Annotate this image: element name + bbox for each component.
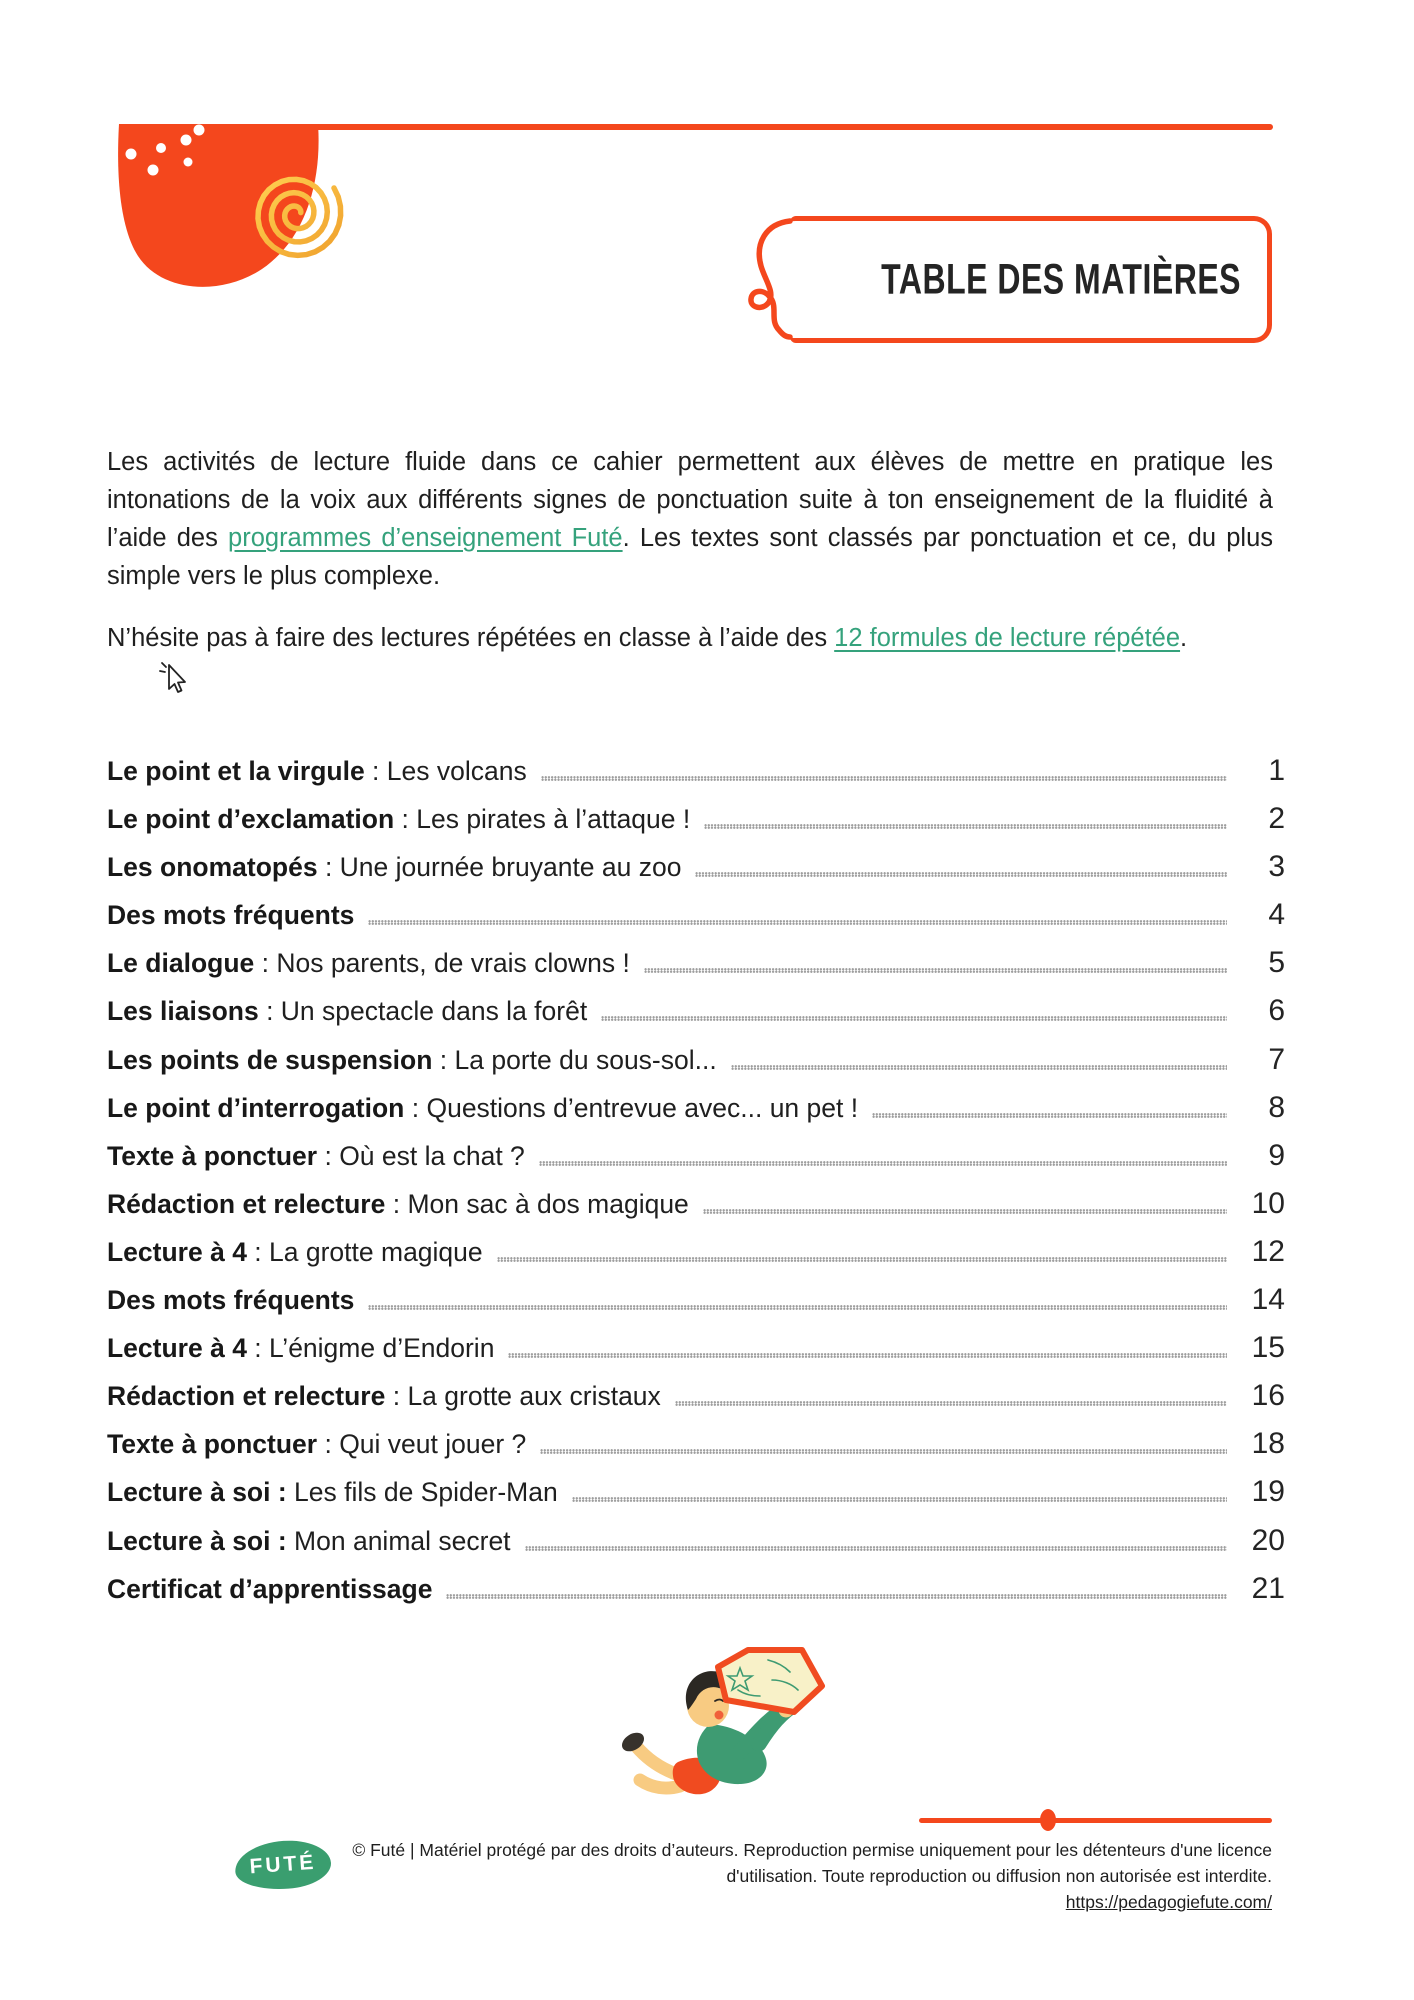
toc-entry-subtitle: La porte du sous-sol... — [454, 1044, 717, 1075]
dot-leader — [368, 920, 1227, 925]
toc-row — [107, 850, 1285, 901]
toc-entry-subtitle: Où est la chat ? — [339, 1140, 525, 1171]
fute-logo-text: FUTÉ — [248, 1850, 318, 1879]
toc-entry-page-number: 1 — [1268, 754, 1285, 787]
dot-leader — [541, 776, 1227, 781]
intro-block — [107, 443, 1273, 681]
boy-with-map-illustration — [618, 1646, 908, 1814]
toc-entry-title: Les onomatopés — [107, 852, 318, 883]
toc-entry-title: Des mots fréquents — [107, 900, 355, 931]
toc-entry-separator: : — [246, 1236, 270, 1267]
toc-entry-page-number: 6 — [1268, 994, 1285, 1028]
toc-entry-separator: : — [317, 852, 340, 883]
toc-entry-title: Lecture à soi : — [107, 1477, 287, 1508]
toc-row — [107, 1379, 1285, 1430]
toc-entry-title: Lecture à 4 — [107, 1333, 247, 1364]
toc-entry-subtitle: La grotte magique — [269, 1236, 483, 1267]
toc-row — [107, 1331, 1285, 1382]
intro-paragraph-1 — [107, 443, 1273, 595]
footer-divider-line — [919, 1818, 1272, 1823]
dot-leader — [731, 1065, 1227, 1070]
toc-entry-page-number: 8 — [1268, 1090, 1285, 1124]
dot-leader — [539, 1161, 1227, 1166]
toc-entry-page-number: 20 — [1251, 1523, 1285, 1557]
toc-row — [107, 1090, 1285, 1142]
toc-entry-page-number: 19 — [1251, 1475, 1285, 1509]
toc-entry-subtitle: Qui veut jouer ? — [339, 1429, 527, 1460]
toc-entry-separator: : — [385, 1381, 408, 1412]
toc-entry-page-number: 21 — [1251, 1571, 1285, 1605]
toc-row — [107, 994, 1285, 1045]
toc-entry-page-number: 7 — [1268, 1042, 1285, 1076]
toc-entry-title: Le point et la virgule — [107, 756, 365, 786]
toc-entry-subtitle: Les fils de Spider-Man — [294, 1477, 558, 1508]
toc-entry-title: Les liaisons — [107, 996, 259, 1027]
ribbon-loop-icon — [733, 210, 807, 350]
toc-entry-page-number: 4 — [1268, 898, 1285, 932]
toc-entry-subtitle: La grotte aux cristaux — [407, 1381, 661, 1412]
toc-row — [107, 754, 1285, 805]
spiral-icon — [246, 162, 346, 262]
toc-entry-separator: : — [246, 1333, 270, 1364]
toc-entry-page-number: 16 — [1251, 1379, 1285, 1413]
toc-row — [107, 1427, 1285, 1478]
toc-entry-subtitle: Les volcans — [386, 756, 527, 786]
intro-p2-text: N’hésite pas à faire des lectures répétées en classe à l’aide des — [107, 624, 835, 652]
toc-entry-separator — [287, 1478, 294, 1506]
toc-row — [107, 1186, 1285, 1238]
toc-entry-subtitle: Une journée bruyante au zoo — [339, 852, 682, 883]
dot-leader — [872, 1113, 1227, 1118]
intro-paragraph-2 — [107, 619, 1273, 657]
toc-row — [107, 1523, 1285, 1575]
toc-entry-title: Texte à ponctuer — [107, 1429, 318, 1460]
dot-leader — [695, 872, 1227, 877]
toc-entry-title: Certificat d’apprentissage — [107, 1573, 433, 1604]
toc-entry-separator — [287, 1527, 294, 1555]
page-title: TABLE DES MATIÈRES — [881, 255, 1241, 303]
intro-p2-text-end: . — [1180, 624, 1188, 652]
toc-entry-subtitle: Un spectacle dans la forêt — [280, 996, 588, 1027]
toc-row — [107, 1234, 1285, 1286]
toc-entry-separator: : — [254, 948, 277, 979]
toc-entry-title: Lecture à soi : — [107, 1525, 287, 1556]
dot-leader — [704, 824, 1227, 829]
toc-entry-page-number: 9 — [1268, 1138, 1285, 1172]
dot-leader — [368, 1305, 1227, 1310]
toc-entry-title: Le point d’exclamation — [107, 804, 395, 835]
footer-divider-dot — [1040, 1809, 1056, 1831]
toc-entry-subtitle: Les pirates à l’attaque ! — [416, 804, 691, 835]
toc-row — [107, 1283, 1285, 1334]
toc-row — [107, 802, 1285, 853]
toc-entry-page-number: 2 — [1268, 802, 1285, 836]
dot-leader — [525, 1546, 1227, 1551]
toc-entry-page-number: 5 — [1268, 946, 1285, 980]
toc-entry-page-number: 14 — [1251, 1283, 1285, 1317]
cursor-icon — [158, 658, 194, 696]
toc-entry-separator: : — [385, 1188, 408, 1219]
toc-entry-separator: : — [258, 996, 281, 1027]
toc-entry-title: Rédaction et relecture — [107, 1188, 386, 1219]
dot-leader — [508, 1353, 1227, 1358]
dot-leader — [446, 1594, 1227, 1599]
toc-entry-page-number: 10 — [1251, 1186, 1285, 1220]
toc-entry-subtitle: Mon sac à dos magique — [407, 1188, 689, 1219]
footer-line-1: © Futé | Matériel protégé par des droits d’auteurs. Reproduction permise uniquement pour les détenteurs d'une licence — [352, 1840, 1272, 1860]
toc-entry-page-number: 3 — [1268, 850, 1285, 884]
toc-entry-title: Le dialogue — [107, 948, 255, 979]
footer-copyright — [292, 1838, 1272, 1915]
intro-p1-text: Les activités de lecture fluide dans ce cahier permettent aux élèves de mettre en pratique les intonations de la voix aux différents signes de ponctuation suite à ton enseignement de la fluidité à l’aide des — [107, 448, 1273, 552]
toc-entry-subtitle: Questions d’entrevue avec... un pet ! — [426, 1092, 859, 1123]
toc-entry-page-number: 15 — [1251, 1331, 1285, 1365]
page-title-frame — [790, 216, 1272, 343]
toc-row — [107, 1571, 1285, 1623]
dot-leader — [497, 1257, 1227, 1262]
toc-entry-separator: : — [317, 1429, 340, 1460]
toc-entry-title: Le point d’interrogation — [107, 1092, 405, 1123]
toc-list — [107, 754, 1285, 1623]
toc-entry-subtitle: Nos parents, de vrais clowns ! — [276, 948, 630, 979]
dot-leader — [540, 1449, 1227, 1454]
toc-entry-title: Rédaction et relecture — [107, 1381, 386, 1412]
toc-entry-title: Texte à ponctuer — [107, 1140, 318, 1171]
toc-entry-subtitle: L’énigme d’Endorin — [269, 1333, 495, 1364]
dot-leader — [644, 968, 1227, 973]
link-programmes-enseignement[interactable]: programmes d’enseignement Futé — [228, 524, 623, 552]
toc-row — [107, 1042, 1285, 1094]
footer-site-link[interactable]: https://pedagogiefute.com/ — [1065, 1891, 1272, 1912]
footer-line-2: d'utilisation. Toute reproduction ou diffusion non autorisée est interdite. — [726, 1865, 1272, 1886]
toc-entry-separator: : — [394, 804, 417, 835]
toc-entry-separator: : — [432, 1044, 455, 1075]
dot-leader — [703, 1209, 1227, 1214]
toc-entry-title: Les points de suspension — [107, 1044, 433, 1075]
toc-entry-title: Lecture à 4 — [107, 1236, 247, 1267]
toc-row — [107, 1475, 1285, 1526]
toc-row — [107, 898, 1285, 949]
dot-leader — [675, 1401, 1227, 1406]
toc-entry-title: Des mots fréquents — [107, 1285, 355, 1316]
toc-entry-page-number: 18 — [1251, 1427, 1285, 1461]
toc-entry-separator: : — [404, 1092, 427, 1123]
toc-entry-separator: : — [364, 756, 387, 786]
dot-leader — [572, 1497, 1227, 1502]
toc-entry-page-number: 12 — [1251, 1234, 1285, 1268]
dot-leader — [601, 1016, 1227, 1021]
toc-entry-separator: : — [317, 1140, 340, 1171]
toc-entry-subtitle: Mon animal secret — [294, 1525, 511, 1556]
intro-p1-text-end: . Les textes sont classés par ponctuation et ce, du plus simple vers le plus complexe. — [107, 524, 1273, 590]
link-12-formules[interactable]: 12 formules de lecture répétée — [834, 624, 1181, 652]
toc-row — [107, 1138, 1285, 1190]
toc-row — [107, 946, 1285, 997]
